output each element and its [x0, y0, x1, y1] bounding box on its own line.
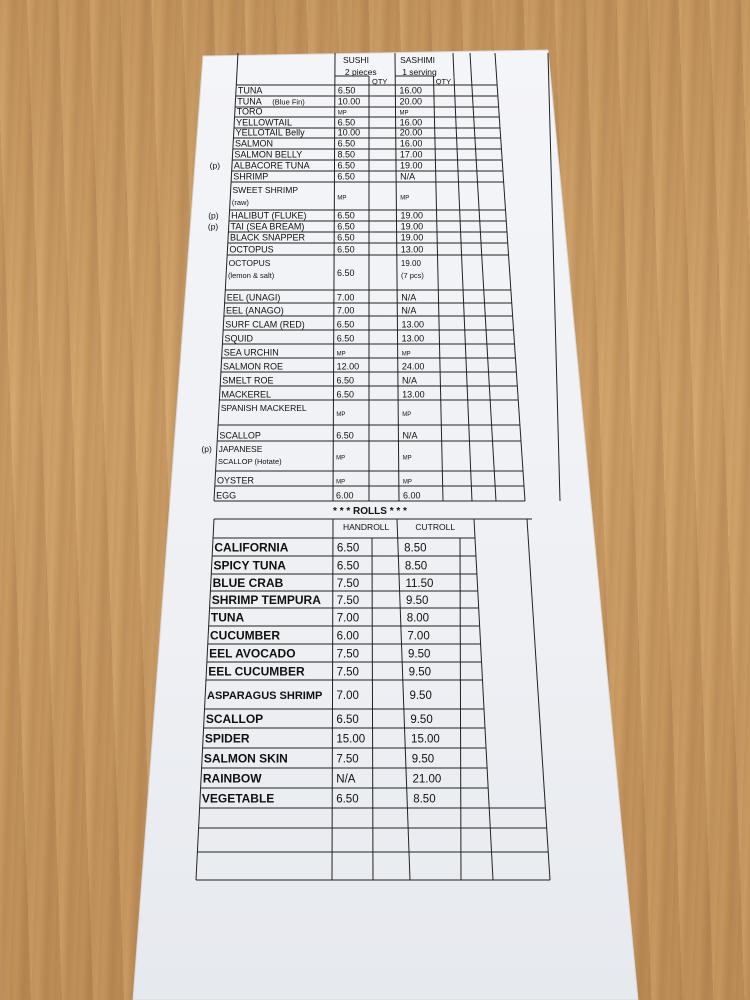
- sushi-portion-label: 2 pieces: [344, 67, 377, 77]
- sushi-item-note: SCALLOP (Hotate): [217, 457, 282, 466]
- sushi-item-name: BLACK SNAPPER: [229, 232, 305, 243]
- sashimi-price: N/A: [400, 171, 416, 182]
- handroll-price: 7.50: [336, 753, 359, 766]
- sushi-price: MP: [336, 455, 346, 462]
- roll-name: SPIDER: [204, 731, 250, 746]
- market-price-prefix: (p): [208, 210, 219, 221]
- sushi-item-name: OYSTER: [216, 475, 254, 486]
- sushi-price: 6.50: [337, 160, 356, 171]
- roll-name: RAINBOW: [202, 771, 262, 786]
- handroll-price: 7.50: [336, 578, 360, 590]
- sashimi-price: 19.00: [400, 210, 424, 221]
- sushi-item-note: (lemon & salt): [227, 271, 275, 280]
- sashimi-price: 19.00: [400, 232, 424, 243]
- sushi-price: 10.00: [337, 96, 361, 107]
- sashimi-price: MP: [402, 412, 412, 418]
- sushi-price: 6.50: [337, 85, 356, 96]
- cutroll-price: 8.50: [413, 793, 436, 806]
- cutroll-price: 11.50: [405, 578, 434, 590]
- sashimi-price: 19.00: [400, 160, 423, 171]
- roll-name: SALMON SKIN: [203, 751, 288, 766]
- sushi-item-name: SURF CLAM (RED): [225, 319, 305, 330]
- sushi-price: 7.00: [336, 305, 355, 316]
- sushi-price: 10.00: [337, 127, 361, 138]
- sushi-item-name: SWEET SHRIMP: [232, 185, 298, 195]
- rolls-title: * * * ROLLS * * *: [333, 506, 407, 517]
- sushi-price: 8.50: [337, 149, 356, 160]
- sashimi-price: N/A: [401, 292, 417, 303]
- sushi-item-name: ALBACORE TUNA: [233, 160, 310, 171]
- sushi-price: MP: [337, 195, 347, 202]
- sushi-item-name: SQUID: [224, 333, 254, 344]
- sushi-price: 6.50: [336, 333, 355, 344]
- cutroll-price: 21.00: [412, 773, 442, 786]
- sushi-item-name: EEL (UNAGI): [226, 292, 281, 303]
- sushi-item-name: SALMON ROE: [223, 361, 284, 372]
- sushi-price: 6.50: [337, 232, 355, 243]
- sushi-price: MP: [336, 351, 346, 358]
- sushi-item-name: YELLOWTAIL: [236, 117, 292, 128]
- sushi-price: MP: [336, 412, 346, 418]
- sushi-price: 6.50: [337, 210, 355, 221]
- sushi-item-name: TUNA: [237, 96, 262, 107]
- sashimi-price: 13.00: [401, 319, 424, 330]
- sushi-item-name: YELLOTAIL Belly: [235, 127, 305, 138]
- handroll-price: 7.50: [336, 666, 359, 679]
- sushi-item-name: SEA URCHIN: [223, 347, 279, 358]
- sushi-price: 6.00: [336, 490, 354, 501]
- sashimi-price: 20.00: [399, 96, 422, 107]
- sushi-item-name: JAPANESE: [218, 444, 263, 454]
- cutroll-price: 9.50: [406, 595, 429, 607]
- sushi-price: 6.50: [336, 319, 355, 330]
- sushi-qty-label: QTY: [372, 77, 388, 86]
- sashimi-price: N/A: [402, 430, 418, 441]
- handroll-header: HANDROLL: [342, 522, 390, 532]
- sashimi-header: SASHIMI: [400, 55, 436, 65]
- roll-name: CUCUMBER: [209, 628, 280, 643]
- sushi-item-name: EEL (ANAGO): [226, 305, 284, 316]
- sashimi-price: 19.00: [400, 259, 421, 268]
- roll-name: SPICY TUNA: [213, 558, 286, 573]
- cutroll-price: 8.50: [404, 560, 428, 573]
- sushi-item-name: SMELT ROE: [222, 375, 274, 386]
- sushi-price: 6.50: [337, 268, 355, 278]
- sushi-item-name: SALMON BELLY: [234, 149, 303, 160]
- sushi-item-name: OCTOPUS: [229, 244, 274, 255]
- cutroll-price: 9.50: [408, 666, 432, 679]
- cutroll-header: CUTROLL: [415, 522, 456, 532]
- sushi-item-name: TORO: [236, 106, 263, 117]
- sashimi-price: 13.00: [401, 333, 425, 344]
- roll-name: TUNA: [210, 610, 245, 625]
- sashimi-qty-label: QTY: [435, 77, 452, 86]
- roll-name: SHRIMP TEMPURA: [211, 593, 321, 607]
- roll-name: EEL CUCUMBER: [208, 664, 305, 679]
- roll-name: EEL AVOCADO: [209, 646, 296, 661]
- sushi-item-name: EGG: [216, 490, 237, 501]
- cutroll-price: 7.00: [407, 630, 430, 643]
- cutroll-price: 15.00: [411, 733, 440, 746]
- cutroll-price: 9.50: [409, 690, 432, 702]
- sashimi-price: 13.00: [400, 244, 424, 255]
- sashimi-price: 6.00: [402, 490, 421, 501]
- handroll-price: N/A: [336, 773, 356, 786]
- sushi-item-name: SALMON: [234, 138, 274, 149]
- handroll-price: 6.50: [336, 714, 359, 726]
- handroll-price: 7.50: [336, 648, 360, 661]
- sashimi-price: 16.00: [399, 138, 423, 149]
- handroll-price: 7.00: [336, 690, 359, 702]
- sushi-price: 7.00: [336, 292, 355, 303]
- sushi-price: 6.50: [336, 430, 354, 441]
- sushi-price: 6.50: [336, 375, 355, 386]
- sushi-price: 6.50: [337, 171, 355, 182]
- sushi-price: MP: [336, 479, 346, 486]
- handroll-price: 7.50: [336, 595, 360, 607]
- sushi-price: MP: [337, 110, 347, 117]
- sashimi-price: 16.00: [399, 85, 422, 96]
- sashimi-price: 16.00: [399, 117, 423, 128]
- roll-name: SCALLOP: [205, 712, 264, 726]
- sashimi-price: 24.00: [401, 361, 425, 372]
- sashimi-price: N/A: [401, 305, 417, 316]
- sashimi-price: 13.00: [402, 389, 425, 400]
- sushi-price: 6.50: [337, 221, 355, 232]
- market-price-prefix: (p): [209, 160, 221, 171]
- sushi-item-name: MACKEREL: [221, 389, 272, 400]
- sushi-item-name: OCTOPUS: [228, 258, 271, 268]
- handroll-price: 6.50: [336, 793, 359, 806]
- sushi-item-name: SPANISH MACKEREL: [220, 403, 307, 413]
- sushi-price: 6.50: [337, 117, 356, 128]
- sashimi-price: 19.00: [400, 221, 424, 232]
- roll-name: VEGETABLE: [201, 791, 275, 806]
- sashimi-price: MP: [399, 110, 409, 117]
- sushi-item-name: SCALLOP: [219, 430, 261, 441]
- sushi-item-name: HALIBUT (FLUKE): [231, 210, 307, 221]
- cutroll-price: 8.50: [404, 542, 427, 555]
- roll-name: ASPARAGUS SHRIMP: [207, 690, 323, 702]
- sushi-item-note: (raw): [231, 198, 249, 207]
- sashimi-price: MP: [401, 351, 411, 358]
- handroll-price: 6.50: [336, 542, 360, 555]
- market-price-prefix: (p): [207, 221, 219, 232]
- sushi-item-suffix: (Blue Fin): [272, 97, 305, 107]
- sushi-price: 6.50: [336, 389, 354, 400]
- sushi-item-name: TAI (SEA BREAM): [230, 221, 305, 232]
- cutroll-price: 9.50: [407, 648, 431, 661]
- sashimi-price: 17.00: [399, 149, 423, 160]
- sashimi-price: MP: [400, 195, 410, 202]
- handroll-price: 7.00: [336, 612, 360, 625]
- sashimi-portion-label: 1 serving: [402, 67, 437, 77]
- handroll-price: 6.00: [336, 630, 360, 643]
- sushi-item-name: SHRIMP: [233, 171, 269, 182]
- handroll-price: 15.00: [336, 733, 366, 746]
- cutroll-price: 9.50: [411, 753, 435, 766]
- cutroll-price: 8.00: [406, 612, 430, 625]
- cutroll-price: 9.50: [410, 714, 433, 726]
- sashimi-price: N/A: [401, 375, 417, 386]
- sashimi-price-note: (7 pcs): [401, 271, 424, 280]
- sushi-item-name: TUNA: [237, 85, 263, 96]
- sashimi-price: 20.00: [399, 127, 423, 138]
- sashimi-price: MP: [402, 479, 412, 486]
- sushi-price: 6.50: [337, 138, 356, 149]
- roll-name: BLUE CRAB: [212, 576, 284, 590]
- handroll-price: 6.50: [336, 560, 360, 573]
- sushi-price: 6.50: [337, 244, 355, 255]
- sushi-price: 12.00: [336, 361, 360, 372]
- market-price-prefix: (p): [201, 444, 212, 454]
- sushi-header: SUSHI: [342, 55, 369, 65]
- roll-name: CALIFORNIA: [214, 540, 289, 555]
- sashimi-price: MP: [402, 455, 412, 462]
